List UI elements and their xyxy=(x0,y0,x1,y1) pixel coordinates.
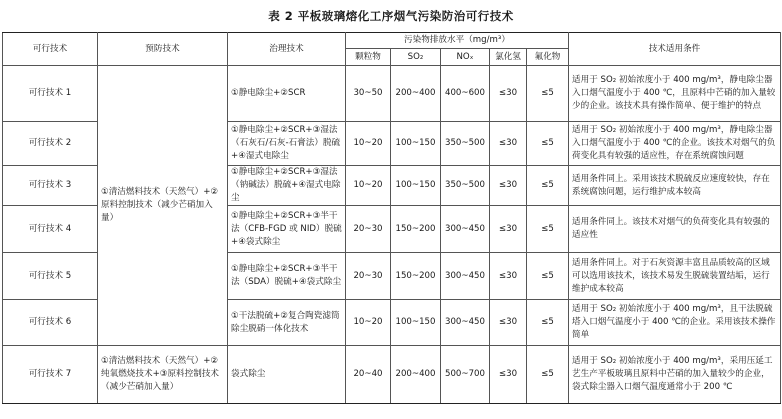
row-name: 可行技术 4 xyxy=(3,206,98,253)
hf-value: ≤5 xyxy=(527,166,569,206)
conditions: 适用条件同上。采用该技术脱硫反应速度较快，存在系统腐蚀问题，运行维护成本较高 xyxy=(569,166,781,206)
header-emission-group: 污染物排放水平（mg/m³） xyxy=(346,33,569,49)
so2-value: 200~400 xyxy=(391,346,441,404)
pm-value: 20~30 xyxy=(346,253,391,300)
hcl-value: ≤30 xyxy=(490,206,527,253)
prevention-shared: ①清洁燃料技术（天然气）+②原料控制技术（减少芒硝加入量） xyxy=(98,66,228,346)
conditions: 适用于 SO₂ 初始浓度小于 400 mg/m³，静电除尘器入口烟气温度小于 400 ℃，且原料中芒硝的加入量较少的企业。该技术具有操作简单、便于维护的特点 xyxy=(569,66,781,122)
header-hf: 氟化物 xyxy=(527,49,569,66)
treatment: 袋式除尘 xyxy=(228,346,346,404)
conditions: 适用于 SO₂ 初始浓度小于 400 mg/m³，采用压延工艺生产平板玻璃且原料中芒硝的加入量较少的企业，袋式除尘器入口烟气温度通常小于 200 ℃ xyxy=(569,346,781,404)
hf-value: ≤5 xyxy=(527,253,569,300)
nox-value: 400~600 xyxy=(441,66,490,122)
hf-value: ≤5 xyxy=(527,206,569,253)
treatment: ①静电除尘+②SCR+③湿法（石灰石/石灰-石膏法）脱硫+④湿式电除尘 xyxy=(228,122,346,166)
conditions: 适用于 SO₂ 初始浓度小于 400 mg/m³，且干法脱硫塔入口烟气温度小于 400 ℃的企业。采用该技术操作简单 xyxy=(569,300,781,346)
so2-value: 200~400 xyxy=(391,66,441,122)
pm-value: 10~20 xyxy=(346,300,391,346)
header-treatment: 治理技术 xyxy=(228,33,346,66)
row-name: 可行技术 2 xyxy=(3,122,98,166)
hf-value: ≤5 xyxy=(527,346,569,404)
nox-value: 300~450 xyxy=(441,253,490,300)
header-pm: 颗粒物 xyxy=(346,49,391,66)
conditions: 适用条件同上。该技术对烟气的负荷变化具有较强的适应性 xyxy=(569,206,781,253)
header-conditions: 技术适用条件 xyxy=(569,33,781,66)
row-name: 可行技术 1 xyxy=(3,66,98,122)
hf-value: ≤5 xyxy=(527,66,569,122)
header-prevention: 预防技术 xyxy=(98,33,228,66)
header-so2: SO₂ xyxy=(391,49,441,66)
nox-value: 350~500 xyxy=(441,122,490,166)
treatment: ①静电除尘+②SCR+③半干法（CFB-FGD 或 NID）脱硫+④袋式除尘 xyxy=(228,206,346,253)
treatment: ①静电除尘+②SCR+③半干法（SDA）脱硫+④袋式除尘 xyxy=(228,253,346,300)
pm-value: 20~40 xyxy=(346,346,391,404)
row-name: 可行技术 7 xyxy=(3,346,98,404)
hcl-value: ≤30 xyxy=(490,66,527,122)
hf-value: ≤5 xyxy=(527,122,569,166)
nox-value: 350~500 xyxy=(441,166,490,206)
pm-value: 30~50 xyxy=(346,66,391,122)
row-name: 可行技术 5 xyxy=(3,253,98,300)
hcl-value: ≤30 xyxy=(490,166,527,206)
so2-value: 100~150 xyxy=(391,300,441,346)
hcl-value: ≤30 xyxy=(490,253,527,300)
so2-value: 100~150 xyxy=(391,166,441,206)
row-name: 可行技术 6 xyxy=(3,300,98,346)
conditions: 适用条件同上。对于石灰资源丰富且品质较高的区域可以选用该技术，该技术易发生脱硫装置结垢，运行维护成本较高 xyxy=(569,253,781,300)
so2-value: 150~200 xyxy=(391,253,441,300)
table-row xyxy=(3,66,781,122)
table-title: 表 2 平板玻璃熔化工序烟气污染防治可行技术 xyxy=(268,9,514,23)
hf-value: ≤5 xyxy=(527,300,569,346)
feasible-technology-table xyxy=(2,32,781,404)
header-feasible: 可行技术 xyxy=(3,33,98,66)
pm-value: 20~30 xyxy=(346,206,391,253)
so2-value: 150~200 xyxy=(391,206,441,253)
hcl-value: ≤30 xyxy=(490,300,527,346)
nox-value: 300~450 xyxy=(441,300,490,346)
treatment: ①静电除尘+②SCR+③湿法（钠碱法）脱硫+④湿式电除尘 xyxy=(228,166,346,206)
prevention: ①清洁燃料技术（天然气）+②纯氧燃烧技术+③原料控制技术（减少芒硝加入量） xyxy=(98,346,228,404)
table-row xyxy=(3,346,781,404)
header-hcl: 氯化氢 xyxy=(490,49,527,66)
pm-value: 10~20 xyxy=(346,166,391,206)
nox-value: 300~450 xyxy=(441,206,490,253)
hcl-value: ≤30 xyxy=(490,346,527,404)
hcl-value: ≤30 xyxy=(490,122,527,166)
treatment: ①静电除尘+②SCR xyxy=(228,66,346,122)
header-nox: NOₓ xyxy=(441,49,490,66)
treatment: ①干法脱硫+②复合陶瓷滤筒除尘脱硝一体化技术 xyxy=(228,300,346,346)
so2-value: 100~150 xyxy=(391,122,441,166)
conditions: 适用于 SO₂ 初始浓度小于 400 mg/m³，静电除尘器入口烟气温度小于 400 ℃的企业。该技术对烟气的负荷变化具有较强的适应性，存在系统腐蚀问题 xyxy=(569,122,781,166)
nox-value: 500~700 xyxy=(441,346,490,404)
row-name: 可行技术 3 xyxy=(3,166,98,206)
pm-value: 10~20 xyxy=(346,122,391,166)
